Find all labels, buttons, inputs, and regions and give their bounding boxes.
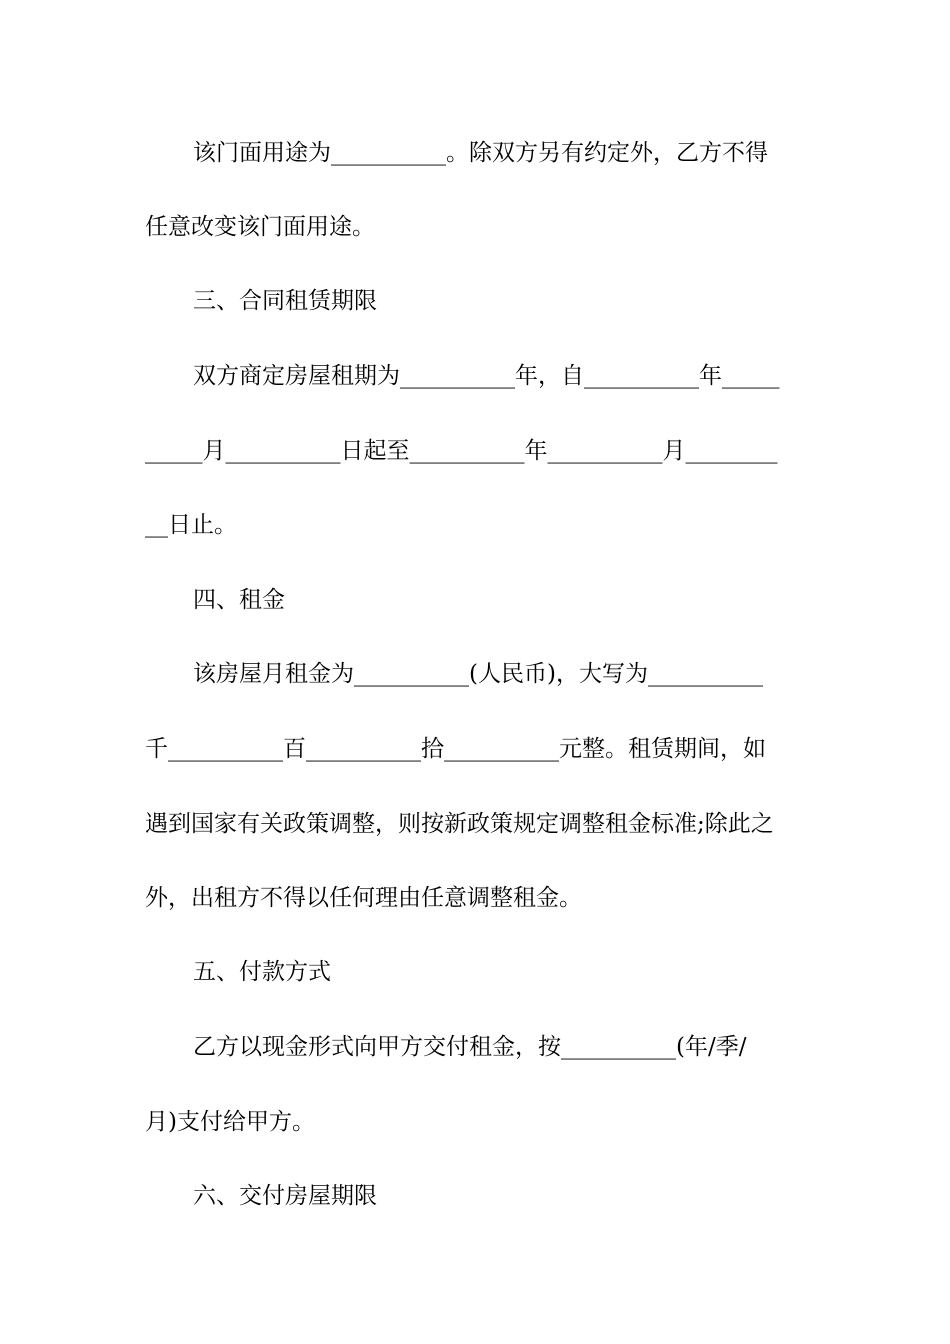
paragraph-line-usage: 该门面用途为__________。除双方另有约定外，乙方不得 [193, 140, 768, 166]
section-heading-payment: 五、付款方式 [193, 959, 331, 985]
paragraph-line-term-cont: _____月__________日起至__________年__________月________ [145, 438, 778, 464]
paragraph-line-term-end: __日止。 [145, 512, 237, 538]
paragraph-line-rent-amount: 千__________百__________拾__________元整。租赁期间，如 [145, 736, 766, 762]
paragraph-line-payment: 乙方以现金形式向甲方交付租金，按__________(年/季/ [193, 1034, 747, 1060]
paragraph-line-rent: 该房屋月租金为__________(人民币)，大写为__________ [193, 661, 763, 687]
paragraph-line-usage-cont: 任意改变该门面用途。 [145, 214, 375, 240]
section-heading-rent: 四、租金 [193, 587, 285, 613]
paragraph-line-rent-policy: 遇到国家有关政策调整，则按新政策规定调整租金标准;除此之 [145, 811, 774, 837]
section-heading-delivery: 六、交付房屋期限 [193, 1183, 377, 1209]
paragraph-line-term: 双方商定房屋租期为__________年，自__________年_____ [193, 363, 780, 389]
section-heading-lease-term: 三、合同租赁期限 [193, 288, 377, 314]
paragraph-line-payment-cont: 月)支付给甲方。 [145, 1109, 315, 1135]
paragraph-line-rent-policy-cont: 外，出租方不得以任何理由任意调整租金。 [145, 885, 582, 911]
